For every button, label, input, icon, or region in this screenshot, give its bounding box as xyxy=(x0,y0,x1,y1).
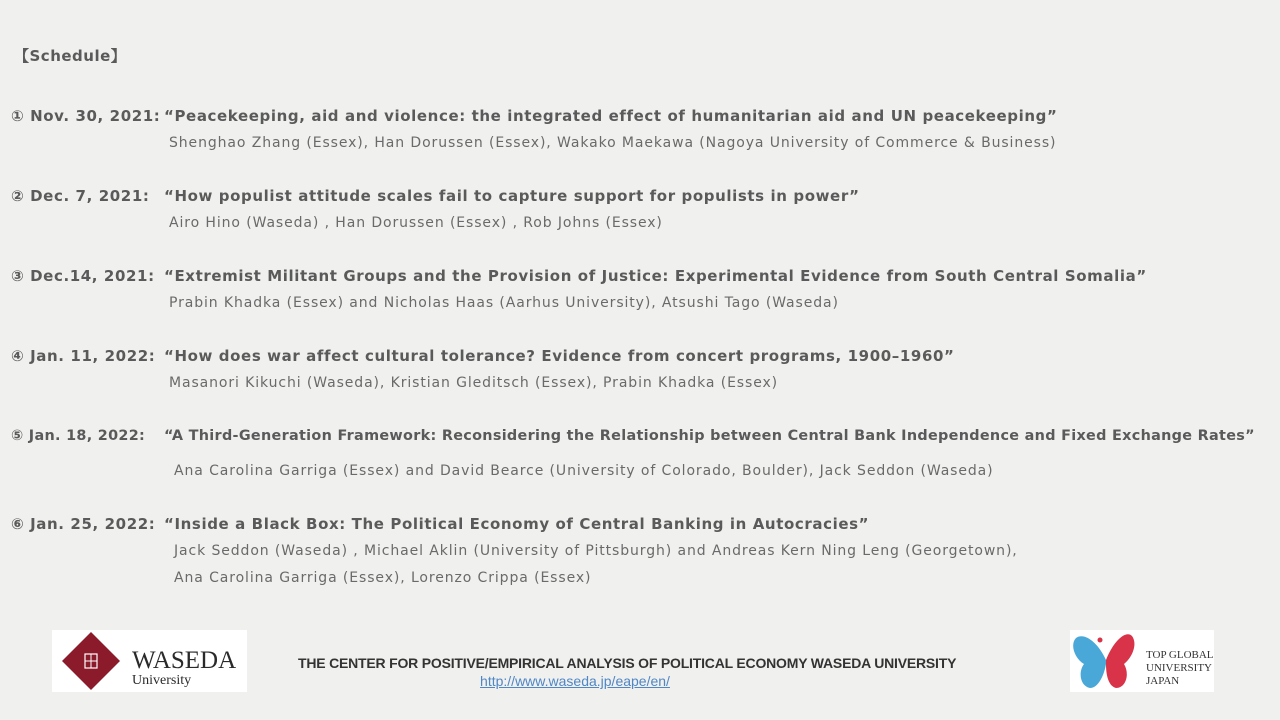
entry-author-line: Masanori Kikuchi (Waseda), Kristian Gleditsch (Essex), Prabin Khadka (Essex) xyxy=(169,375,779,391)
entry-authors xyxy=(174,541,1018,588)
entry-title: “Peacekeeping, aid and violence: the integrated effect of humanitarian aid and UN peacekeeping” xyxy=(164,107,1058,125)
entry-date: ⑤ Jan. 18, 2022: xyxy=(11,428,146,444)
entry-date: ④ Jan. 11, 2022: xyxy=(11,347,156,365)
entry-date: ② Dec. 7, 2021: xyxy=(11,187,150,205)
entry-title: “How does war affect cultural tolerance? Evidence from concert programs, 1900–1960” xyxy=(164,347,955,365)
entry-authors xyxy=(169,373,955,393)
entry-author-line: Ana Carolina Garriga (Essex) and David Bearce (University of Colorado, Boulder), Jack Seddon (Waseda) xyxy=(174,463,994,479)
entry-title: “How populist attitude scales fail to capture support for populists in power” xyxy=(164,187,860,205)
tgu-line-2: UNIVERSITY xyxy=(1146,662,1212,674)
waseda-crest-icon xyxy=(52,630,247,692)
tgu-line-1: TOP GLOBAL xyxy=(1146,649,1214,661)
butterfly-icon xyxy=(1070,630,1214,692)
entry-date: ⑥ Jan. 25, 2022: xyxy=(11,515,156,533)
entry-authors xyxy=(174,461,1255,481)
entry-date: ③ Dec.14, 2021: xyxy=(11,267,155,285)
waseda-logo xyxy=(52,630,247,692)
entry-author-line: Shenghao Zhang (Essex), Han Dorussen (Essex), Wakako Maekawa (Nagoya University of Commerce & Business) xyxy=(169,135,1057,151)
schedule-entry xyxy=(11,266,1147,313)
waseda-logo-sub: University xyxy=(132,673,192,688)
entry-author-line: Airo Hino (Waseda) , Han Dorussen (Essex) , Rob Johns (Essex) xyxy=(169,215,663,231)
schedule-entry xyxy=(11,514,1018,588)
footer-org-name: THE CENTER FOR POSITIVE/EMPIRICAL ANALYSIS OF POLITICAL ECONOMY WASEDA UNIVERSITY xyxy=(298,655,957,671)
entry-author-line: Prabin Khadka (Essex) and Nicholas Haas (Aarhus University), Atsushi Tago (Waseda) xyxy=(169,295,839,311)
entry-authors xyxy=(169,213,860,233)
entry-title-line xyxy=(11,426,1255,446)
entry-author-line: Ana Carolina Garriga (Essex), Lorenzo Crippa (Essex) xyxy=(174,570,592,586)
entry-authors xyxy=(169,293,1147,313)
footer-info xyxy=(298,655,998,690)
entry-title-line xyxy=(11,346,955,366)
entry-authors xyxy=(169,133,1057,153)
schedule-entry xyxy=(11,106,1057,153)
entry-title-line xyxy=(11,106,1057,126)
schedule-entry xyxy=(11,426,1255,481)
entry-title-line xyxy=(11,186,860,206)
footer-url-link[interactable]: http://www.waseda.jp/eape/en/ xyxy=(480,673,670,689)
schedule-heading: 【Schedule】 xyxy=(14,47,127,65)
entry-title-line xyxy=(11,266,1147,286)
entry-title: “A Third-Generation Framework: Reconsidering the Relationship between Central Bank Independence and Fixed Exchange Rates” xyxy=(164,428,1255,444)
tgu-line-3: JAPAN xyxy=(1146,675,1180,687)
top-global-university-logo xyxy=(1070,630,1214,692)
entry-author-line: Jack Seddon (Waseda) , Michael Aklin (University of Pittsburgh) and Andreas Kern Ning Leng (Georgetown), xyxy=(174,543,1018,559)
entry-title: “Inside a Black Box: The Political Economy of Central Banking in Autocracies” xyxy=(164,515,870,533)
schedule-entry xyxy=(11,186,860,233)
waseda-logo-name: WASEDA xyxy=(132,647,237,674)
schedule-entry xyxy=(11,346,955,393)
entry-title: “Extremist Militant Groups and the Provision of Justice: Experimental Evidence from South Central Somalia” xyxy=(164,267,1147,285)
entry-title-line xyxy=(11,514,1018,534)
entry-date: ① Nov. 30, 2021: xyxy=(11,107,161,125)
